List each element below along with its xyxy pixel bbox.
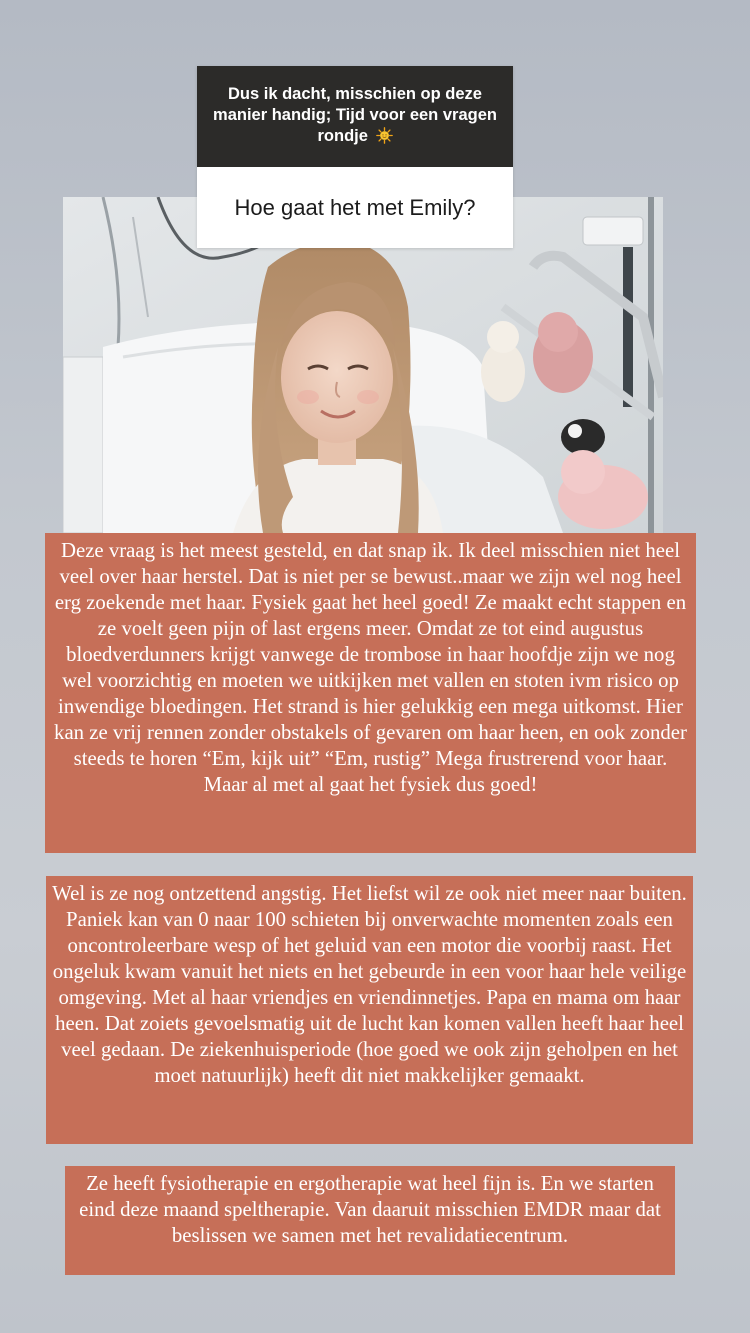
story-text-1: Deze vraag is het meest gesteld, en dat snap ik. Ik deel misschien niet heel veel over haar herstel. Dat is niet per se bewust..maar we zijn wel nog heel erg zoekende met haar. Fysiek gaat het heel goed! Ze maakt echt stappen en ze voelt geen pijn of last ergens meer. Omdat ze tot eind augustus bloedverdunners krijgt vanwege de trombose in haar hoofdje zijn we nog wel voorzichtig en moeten we uitkijken met vallen en stoten ivm risico op inwendige bloedingen. Het strand is hier gelukkig een mega uitkomst. Hier kan ze vrij rennen zonder obstakels of gevaren om haar heen, en ook zonder steeds te horen “Em, kijk uit” “Em, rustig” Mega frustrerend voor haar. Maar al met al gaat het fysiek dus goed! bbox=[54, 539, 687, 796]
story-text-block-1 bbox=[45, 533, 696, 853]
question-sticker-prompt: Dus ik dacht, misschien op deze manier handig; Tijd voor een vragen rondje bbox=[213, 85, 497, 145]
question-sticker-question: Hoe gaat het met Emily? bbox=[197, 167, 513, 248]
story-text-block-2 bbox=[46, 876, 693, 1144]
question-sticker-prompt-area bbox=[197, 66, 513, 167]
story-text-2: Wel is ze nog ontzettend angstig. Het liefst wil ze ook niet meer naar buiten. Paniek kan van 0 naar 100 schieten bij onverwachte momenten zoals een oncontroleerbare wesp of het geluid van een motor die voorbij raast. Het ongeluk kwam vanuit het niets en het gebeurde in een voor haar hele veilige omgeving. Met al haar vriendjes en vriendinnetjes. Papa en mama om haar heen. Dat zoiets gevoelsmatig uit de lucht kan komen vallen heeft haar heel veel gedaan. De ziekenhuisperiode (hoe goed we ook zijn geholpen en het moet natuurlijk) heeft dit niet makkelijker gemaakt. bbox=[52, 882, 687, 1087]
sun-emoji-icon bbox=[376, 127, 393, 144]
story-text-block-3 bbox=[65, 1166, 675, 1275]
question-sticker[interactable] bbox=[197, 66, 513, 248]
story-text-3: Ze heeft fysiotherapie en ergotherapie wat heel fijn is. En we starten eind deze maand speltherapie. Van daaruit misschien EMDR maar dat beslissen we samen met het revalidatiecentrum. bbox=[79, 1172, 661, 1247]
